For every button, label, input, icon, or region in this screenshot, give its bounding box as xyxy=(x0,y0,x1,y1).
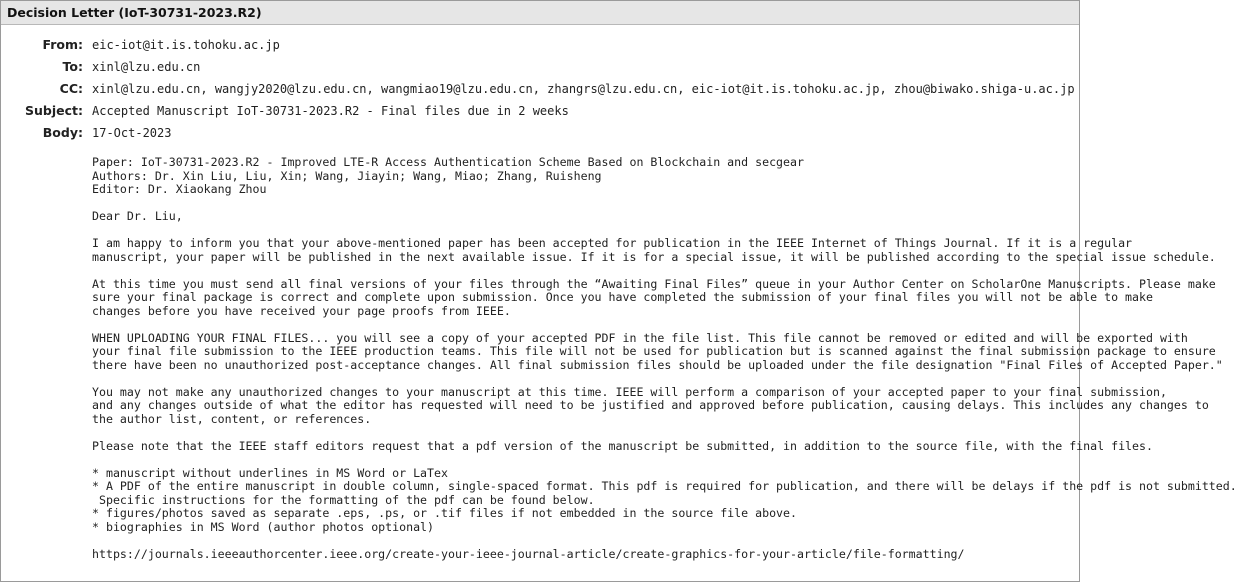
subject-value: Accepted Manuscript IoT-30731-2023.R2 - Final files due in 2 weeks xyxy=(92,104,569,118)
authors-line: Authors: Dr. Xin Liu, Liu, Xin; Wang, Jiayin; Wang, Miao; Zhang, Ruisheng xyxy=(92,168,602,183)
list-item: * manuscript without underlines in MS Word or LaTex xyxy=(92,465,448,480)
paragraph-line: sure your final package is correct and complete upon submission. Once you have completed the submission of your final files you will not be able to make xyxy=(92,290,1153,304)
cc-value: xinl@lzu.edu.cn, wangjy2020@lzu.edu.cn, wangmiao19@lzu.edu.cn, zhangrs@lzu.edu.cn, eic-iot@it.is.tohoku.ac.jp, zhou@biwako.shiga-u.ac.jp xyxy=(92,82,1075,96)
paragraph-final-files xyxy=(92,276,1216,319)
cc-row xyxy=(1,80,1079,102)
cc-label: CC: xyxy=(59,81,83,96)
body-row xyxy=(1,124,1079,146)
from-label: From: xyxy=(42,37,83,52)
to-value: xinl@lzu.edu.cn xyxy=(92,60,201,74)
paragraph-line: manuscript, your paper will be published in the next available issue. If it is for a special issue, it will be published according to the special issue schedule. xyxy=(92,249,1216,264)
formatting-link[interactable]: https://journals.ieeeauthorcenter.ieee.org/create-your-ieee-journal-article/create-graphics-for-your-article/file-formatting/ xyxy=(92,546,965,561)
letter-body xyxy=(92,155,1237,575)
letter-date: 17-Oct-2023 xyxy=(92,126,172,140)
window-title: Decision Letter (IoT-30731-2023.R2) xyxy=(1,1,1079,25)
requirements-list xyxy=(92,465,1237,535)
from-row xyxy=(1,36,1079,58)
paragraph-uploading xyxy=(92,330,1223,373)
list-item: * A PDF of the entire manuscript in double column, single-spaced format. This pdf is required for publication, and there will be delays if the pdf is not submitted. xyxy=(92,479,1237,493)
paper-line: Paper: IoT-30731-2023.R2 - Improved LTE-R Access Authentication Scheme Based on Blockchain and secgear xyxy=(92,155,804,169)
paragraph-line: and any changes outside of what the editor has requested will need to be justified and approved before publication, causing delays. This includes any changes to xyxy=(92,398,1209,412)
paragraph-changes xyxy=(92,384,1209,427)
paragraph-line: Please note that the IEEE staff editors request that a pdf version of the manuscript be submitted, in addition to the source file, with the final files. xyxy=(92,438,1153,453)
subject-row xyxy=(1,102,1079,124)
paragraph-pdf-note xyxy=(92,438,1153,454)
greeting-line: Dear Dr. Liu, xyxy=(92,209,183,223)
paragraph-acceptance xyxy=(92,236,1216,264)
subject-label: Subject: xyxy=(25,103,83,118)
paper-info xyxy=(92,156,1072,197)
paragraph-line: the author list, content, or references. xyxy=(92,411,372,426)
list-item: Specific instructions for the formatting of the pdf can be found below. xyxy=(92,492,595,507)
from-value: eic-iot@it.is.tohoku.ac.jp xyxy=(92,38,280,52)
paragraph-line: You may not make any unauthorized changes to your manuscript at this time. IEEE will perform a comparison of your accepted paper to your final submission, xyxy=(92,384,1167,399)
to-label: To: xyxy=(62,59,83,74)
paragraph-line: WHEN UPLOADING YOUR FINAL FILES... you will see a copy of your accepted PDF in the file list. This file cannot be removed or edited and will be exported with xyxy=(92,330,1188,345)
paragraph-line: there have been no unauthorized post-acceptance changes. All final submission files should be uploaded under the file designation "Final Files of Accepted Paper." xyxy=(92,357,1223,372)
editor-line: Editor: Dr. Xiaokang Zhou xyxy=(92,182,267,196)
list-item: * figures/photos saved as separate .eps, .ps, or .tif files if not embedded in the source file above. xyxy=(92,506,797,520)
formatting-url xyxy=(92,548,1072,562)
body-label: Body: xyxy=(42,125,83,140)
paragraph-line: At this time you must send all final versions of your files through the “Awaiting Final Files” queue in your Author Center on ScholarOne Manuscripts. Please make xyxy=(92,276,1216,291)
list-item: * biographies in MS Word (author photos optional) xyxy=(92,519,435,534)
paragraph-line: your final file submission to the IEEE production teams. This file will not be used for publication but is scanned against the final submission package to ensure xyxy=(92,344,1216,358)
paragraph-line: I am happy to inform you that your above-mentioned paper has been accepted for publication in the IEEE Internet of Things Journal. If it is a regular xyxy=(92,236,1133,250)
greeting xyxy=(92,210,1072,224)
email-header xyxy=(1,36,1079,146)
to-row xyxy=(1,58,1079,80)
paragraph-line: changes before you have received your page proofs from IEEE. xyxy=(92,303,511,318)
